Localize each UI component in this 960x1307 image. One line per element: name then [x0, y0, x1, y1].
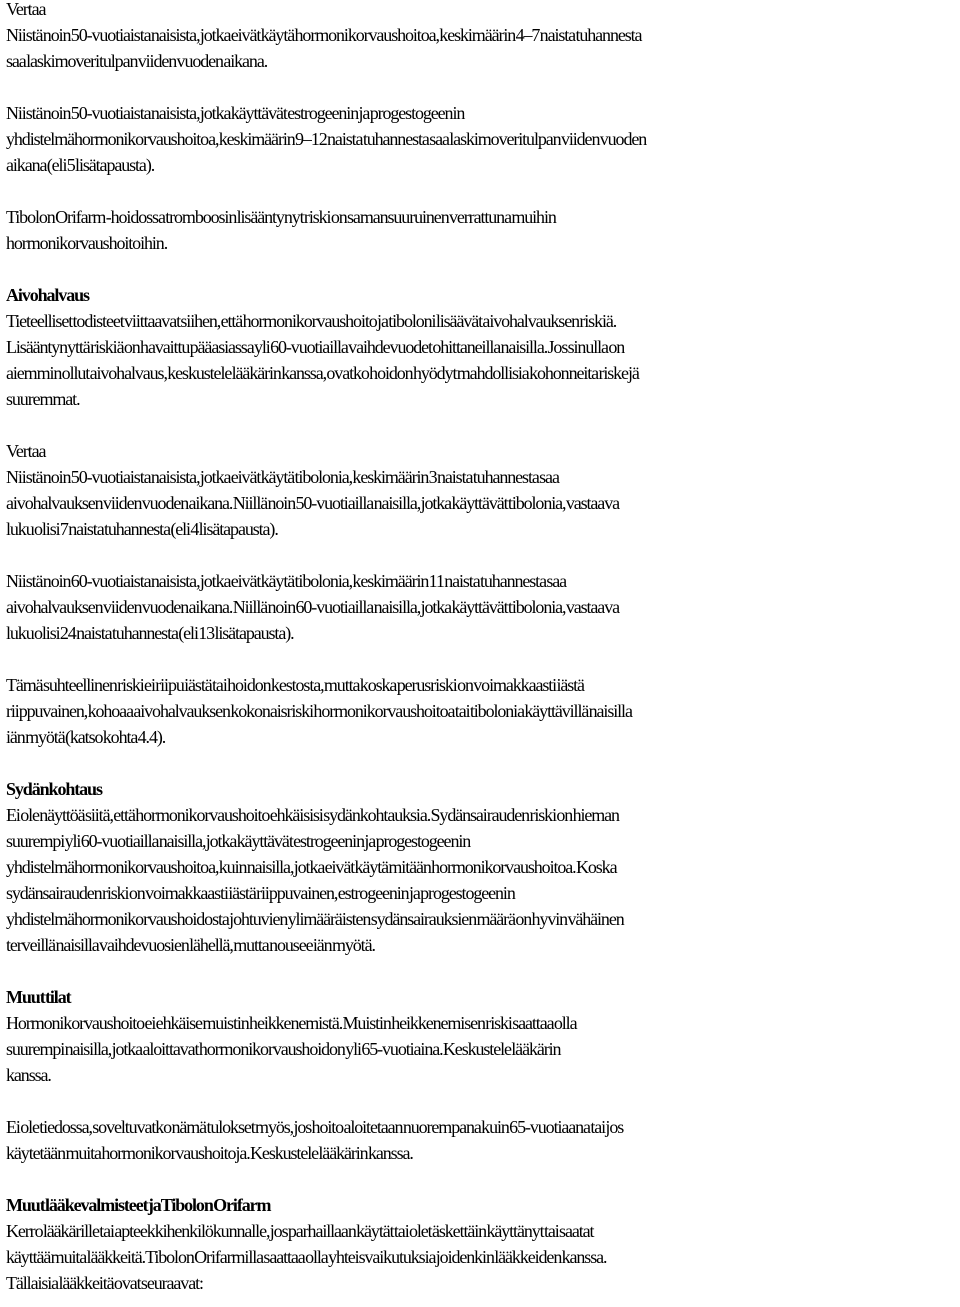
text-line: suuremmat. [6, 389, 80, 409]
section-heading: Muut lääkevalmisteet ja Tibolon Orifarm [6, 1195, 271, 1215]
text-line: Tällaisia lääkkeitä ovat seuraavat: [6, 1273, 203, 1293]
text-line: aivohalvauksen viiden vuoden aikana. Niillä noin 60-vuotiailla naisilla, jotka käyttävät tibolonia, vastaava [6, 597, 619, 617]
text-line: Niistä noin 50-vuotiaista naisista, jotka eivät käytä hormonikorvaushoitoa, keskimäärin 4–7 naista tuhannesta [6, 25, 642, 45]
text-line: yhdistelmähormonikorvaushoitoa, keskimäärin 9–12 naista tuhannesta saa laskimoveritulpan viiden vuoden [6, 129, 647, 149]
text-line: aivohalvauksen viiden vuoden aikana. Niillä noin 50-vuotiailla naisilla, jotka käyttävät tibolonia, vastaava [6, 493, 619, 513]
paragraph-estrogen [6, 100, 954, 178]
text-line: Hormonikorvaushoito ei ehkäise muistin heikkenemistä. Muistin heikkenemisen riski saattaa olla [6, 1013, 577, 1033]
text-line: Tibolon Orifarm -hoidossa tromboosin lisääntynyt riski on samansuuruinen verrattuna muihin [6, 207, 556, 227]
text-line: hormonikorvaushoitoihin. [6, 233, 168, 253]
text-line: luku olisi 7 naista tuhannesta (eli 4 lisätapausta). [6, 519, 278, 539]
section-muut-laakevalmisteet [6, 1192, 954, 1296]
section-vertaa-stroke [6, 438, 954, 542]
document [6, 0, 954, 1296]
text-line: Lisääntynyttä riskiä on havaittu pääasiassa yli 60-vuotiailla vaihdevuodet ohittaneilla naisilla. Jos sinulla on [6, 337, 625, 357]
text-line: Ei ole tiedossa, soveltuvatko nämä tulokset myös, jos hoito aloitetaan nuorempana kuin 65-vuotiaana tai jos [6, 1117, 624, 1137]
vertaa-label: Vertaa [6, 0, 46, 19]
paragraph-gap [6, 412, 954, 438]
paragraph-unknown-results [6, 1114, 954, 1166]
section-heading: Aivohalvaus [6, 285, 89, 305]
text-line: aiemmin ollut aivohalvaus, keskustele lääkärin kanssa, ovatko hoidon hyödyt mahdollisia kohonneita riskejä [6, 363, 639, 383]
section-heading: Sydänkohtaus [6, 779, 102, 799]
text-line: Ei ole näyttöä siitä, että hormonikorvaushoito ehkäisisi sydänkohtauksia. Sydänsairauden riski on hieman [6, 805, 619, 825]
section-vertaa-venous [6, 0, 954, 74]
section-sydankohtaus [6, 776, 954, 958]
text-line: Niistä noin 60-vuotiaista naisista, jotka eivät käytä tibolonia, keskimäärin 11 naista tuhannesta saa [6, 571, 567, 591]
text-line: Niistä noin 50-vuotiaista naisista, jotka eivät käytä tibolonia, keskimäärin 3 naista tuhannesta saa [6, 467, 559, 487]
paragraph-gap [6, 958, 954, 984]
text-line: suurempi naisilla, jotka aloittavat hormonikorvaushoidon yli 65-vuotiaina. Keskustele lääkärin [6, 1039, 561, 1059]
vertaa-label: Vertaa [6, 441, 46, 461]
paragraph-gap [6, 74, 954, 100]
section-heading: Muut tilat [6, 987, 71, 1007]
text-line: käyttää muita lääkkeitä. Tibolon Orifarmilla saattaa olla yhteisvaikutuksia joidenkin lääkkeiden kanssa. [6, 1247, 607, 1267]
text-line: aikana (eli 5 lisätapausta). [6, 155, 155, 175]
text-line: yhdistelmähormonikorvaushoidosta johtuvien ylimääräisten sydänsairauksien määrä on hyvin vähäinen [6, 909, 624, 929]
text-line: suurempi yli 60-vuotiailla naisilla, jotka käyttävät estrogeenin ja progestogeenin [6, 831, 471, 851]
paragraph-gap [6, 1088, 954, 1114]
text-line: Tieteelliset todisteet viittaavat siihen, että hormonikorvaushoito ja tiboloni lisäävät aivohalvauksen riskiä. [6, 311, 617, 331]
text-line: yhdistelmähormonikorvaushoitoa, kuin naisilla, jotka eivät käytä mitään hormonikorvaushoitoa. Koska [6, 857, 617, 877]
text-line: käytetään muita hormonikorvaushoitoja. Keskustele lääkärin kanssa. [6, 1143, 413, 1163]
paragraph-relative-risk [6, 672, 954, 750]
text-line: Tämä suhteellinen riski ei riipu iästä tai hoidon kestosta, mutta koska perusriski on voimakkaasti iästä [6, 675, 584, 695]
text-line: saa laskimoveritulpan viiden vuoden aikana. [6, 51, 268, 71]
text-line: riippuvainen, kohoaa aivohalvauksen kokonaisriski hormonikorvaushoitoa tai tibolonia käyttävillä naisilla [6, 701, 632, 721]
text-line: sydänsairauden riski on voimakkaasti iästä riippuvainen, estrogeenin ja progestogeenin [6, 883, 515, 903]
text-line: luku olisi 24 naista tuhannesta (eli 13 lisätapausta). [6, 623, 294, 643]
text-line: Niistä noin 50-vuotiaista naisista, jotka käyttävät estrogeenin ja progestogeenin [6, 103, 465, 123]
text-line: kanssa. [6, 1065, 51, 1085]
paragraph-gap [6, 1166, 954, 1192]
paragraph-gap [6, 542, 954, 568]
text-line: iän myötä (katso kohta 4.4). [6, 727, 166, 747]
text-line: terveillä naisilla vaihdevuosien lähellä, mutta nousee iän myötä. [6, 935, 375, 955]
section-aivohalvaus [6, 282, 954, 412]
paragraph-gap [6, 750, 954, 776]
paragraph-gap [6, 256, 954, 282]
paragraph-gap [6, 178, 954, 204]
paragraph-60-year [6, 568, 954, 646]
paragraph-tibolon-thrombosis [6, 204, 954, 256]
section-muut-tilat [6, 984, 954, 1088]
text-line: Kerro lääkärille tai apteekkihenkilökunnalle, jos parhaillaan käytät tai olet äskettäin käyttänyt tai saatat [6, 1221, 594, 1241]
paragraph-gap [6, 646, 954, 672]
